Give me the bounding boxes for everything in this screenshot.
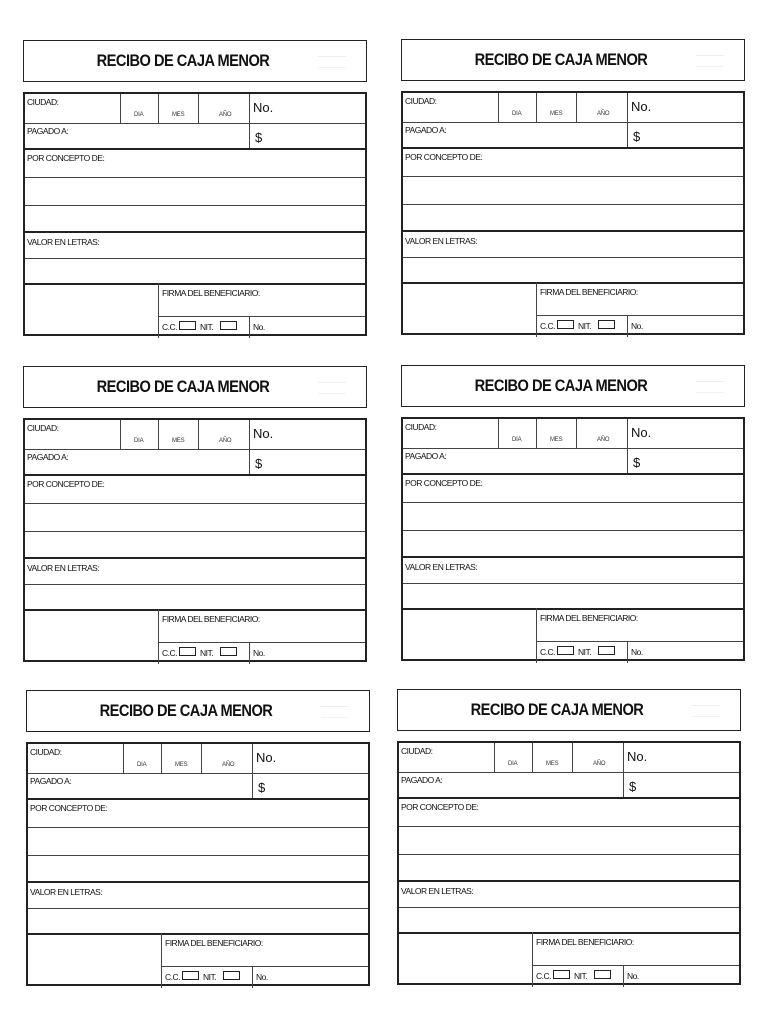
receipt-title: RECIBO DE CAJA MENOR: [96, 377, 270, 396]
cc-checkbox[interactable]: [557, 646, 574, 655]
row-divider: [25, 503, 365, 504]
col-divider: [249, 642, 250, 664]
petty-cash-receipt: [26, 690, 370, 986]
receipt-title-box: [401, 39, 745, 81]
col-divider: [158, 420, 159, 449]
row-divider: [399, 907, 739, 908]
receipt-title: RECIBO DE CAJA MENOR: [96, 51, 270, 70]
row-divider: [161, 966, 368, 967]
faint-watermark: [321, 706, 349, 718]
valor-label: VALOR EN LETRAS:: [27, 237, 100, 247]
receipt-title: RECIBO DE CAJA MENOR: [474, 376, 648, 395]
nit-checkbox[interactable]: [598, 320, 615, 329]
pagado-label: PAGADO A:: [405, 451, 447, 461]
valor-label: VALOR EN LETRAS:: [30, 887, 103, 897]
dia-label: DIA: [134, 438, 144, 444]
dia-label: DIA: [508, 761, 518, 767]
nit-label: NIT.: [578, 647, 592, 657]
col-divider: [627, 419, 628, 473]
col-divider: [252, 744, 253, 798]
faint-watermark: [696, 55, 724, 67]
row-divider-thick: [403, 556, 743, 558]
nit-label: NIT.: [200, 322, 214, 332]
col-divider: [198, 94, 199, 123]
col-divider: [252, 966, 253, 988]
col-divider: [536, 608, 537, 663]
receipt-number-label: No.: [253, 426, 274, 441]
valor-label: VALOR EN LETRAS:: [27, 563, 100, 573]
receipt-title: RECIBO DE CAJA MENOR: [470, 700, 644, 719]
ciudad-label: CIUDAD:: [405, 422, 437, 432]
receipt-title: RECIBO DE CAJA MENOR: [99, 701, 273, 720]
row-divider-thick: [403, 282, 743, 284]
ano-label: AÑO: [593, 761, 606, 767]
receipt-form: [23, 418, 367, 662]
valor-label: VALOR EN LETRAS:: [401, 886, 474, 896]
firma-label: FIRMA DEL BENEFICIARIO:: [536, 937, 634, 947]
row-divider: [399, 772, 739, 773]
col-divider: [249, 94, 250, 148]
row-divider: [28, 773, 368, 774]
row-divider-thick: [25, 557, 365, 559]
petty-cash-receipt: [401, 39, 745, 335]
row-divider: [403, 176, 743, 177]
row-divider-thick: [25, 148, 365, 150]
row-divider: [158, 316, 365, 317]
col-divider: [494, 743, 495, 772]
col-divider: [532, 932, 533, 987]
bottom-number-label: No.: [627, 971, 639, 981]
ciudad-label: CIUDAD:: [401, 746, 433, 756]
concepto-label: POR CONCEPTO DE:: [27, 479, 105, 489]
cc-label: C.C.: [540, 321, 555, 331]
receipt-title-box: [23, 40, 367, 82]
row-divider: [403, 204, 743, 205]
row-divider: [536, 315, 743, 316]
row-divider: [25, 258, 365, 259]
row-divider-thick: [28, 881, 368, 883]
dia-label: DIA: [512, 437, 522, 443]
row-divider: [28, 908, 368, 909]
row-divider: [403, 583, 743, 584]
ciudad-label: CIUDAD:: [27, 423, 59, 433]
row-divider: [403, 122, 743, 123]
nit-checkbox[interactable]: [598, 646, 615, 655]
ciudad-label: CIUDAD:: [27, 97, 59, 107]
row-divider: [399, 854, 739, 855]
currency-symbol: $: [633, 129, 641, 144]
col-divider: [576, 419, 577, 448]
col-divider: [158, 609, 159, 664]
dia-label: DIA: [134, 112, 144, 118]
ciudad-label: CIUDAD:: [405, 96, 437, 106]
receipt-title-box: [397, 689, 741, 731]
faint-watermark: [696, 381, 724, 393]
petty-cash-receipt: [397, 689, 741, 985]
receipt-title-box: [401, 365, 745, 407]
row-divider: [403, 502, 743, 503]
row-divider: [403, 530, 743, 531]
ano-label: AÑO: [597, 437, 610, 443]
dia-label: DIA: [137, 762, 147, 768]
col-divider: [161, 933, 162, 988]
row-divider: [25, 177, 365, 178]
ano-label: AÑO: [222, 762, 235, 768]
col-divider: [249, 420, 250, 474]
valor-label: VALOR EN LETRAS:: [405, 562, 478, 572]
receipt-form: [397, 741, 741, 985]
firma-label: FIRMA DEL BENEFICIARIO:: [165, 938, 263, 948]
col-divider: [123, 744, 124, 773]
cc-label: C.C.: [165, 972, 180, 982]
row-divider: [28, 855, 368, 856]
ano-label: AÑO: [219, 112, 232, 118]
receipt-form: [23, 92, 367, 336]
row-divider: [399, 826, 739, 827]
col-divider: [623, 743, 624, 797]
row-divider-thick: [403, 608, 743, 610]
nit-label: NIT.: [200, 648, 214, 658]
ano-label: AÑO: [219, 438, 232, 444]
mes-label: MES: [546, 761, 559, 767]
faint-watermark: [318, 382, 346, 394]
row-divider-thick: [25, 231, 365, 233]
pagado-label: PAGADO A:: [27, 126, 69, 136]
col-divider: [536, 282, 537, 337]
col-divider: [627, 93, 628, 147]
row-divider: [158, 642, 365, 643]
row-divider-thick: [25, 283, 365, 285]
receipt-number-label: No.: [631, 425, 652, 440]
row-divider-thick: [403, 147, 743, 149]
ciudad-label: CIUDAD:: [30, 747, 62, 757]
receipt-title: RECIBO DE CAJA MENOR: [474, 50, 648, 69]
row-divider: [25, 123, 365, 124]
petty-cash-receipt: [23, 40, 367, 336]
col-divider: [532, 743, 533, 772]
firma-label: FIRMA DEL BENEFICIARIO:: [540, 287, 638, 297]
col-divider: [198, 420, 199, 449]
row-divider: [403, 257, 743, 258]
row-divider-thick: [25, 609, 365, 611]
petty-cash-receipt: [401, 365, 745, 661]
col-divider: [201, 744, 202, 773]
row-divider: [25, 531, 365, 532]
row-divider: [532, 965, 739, 966]
receipt-number-label: No.: [631, 99, 652, 114]
cc-checkbox[interactable]: [553, 970, 570, 979]
row-divider-thick: [403, 230, 743, 232]
faint-watermark: [318, 56, 346, 68]
currency-symbol: $: [255, 130, 263, 145]
concepto-label: POR CONCEPTO DE:: [405, 478, 483, 488]
nit-label: NIT.: [574, 971, 588, 981]
row-divider-thick: [28, 933, 368, 935]
bottom-number-label: No.: [253, 648, 265, 658]
row-divider: [25, 205, 365, 206]
col-divider: [161, 744, 162, 773]
concepto-label: POR CONCEPTO DE:: [401, 802, 479, 812]
cc-checkbox[interactable]: [557, 320, 574, 329]
row-divider-thick: [399, 932, 739, 934]
petty-cash-receipt: [23, 366, 367, 662]
row-divider: [28, 827, 368, 828]
col-divider: [572, 743, 573, 772]
currency-symbol: $: [629, 779, 637, 794]
cc-checkbox[interactable]: [179, 321, 196, 330]
col-divider: [576, 93, 577, 122]
pagado-label: PAGADO A:: [405, 125, 447, 135]
bottom-number-label: No.: [631, 321, 643, 331]
col-divider: [498, 419, 499, 448]
firma-label: FIRMA DEL BENEFICIARIO:: [162, 288, 260, 298]
bottom-number-label: No.: [253, 322, 265, 332]
cc-label: C.C.: [162, 322, 177, 332]
receipt-number-label: No.: [253, 100, 274, 115]
firma-label: FIRMA DEL BENEFICIARIO:: [540, 613, 638, 623]
col-divider: [536, 419, 537, 448]
col-divider: [498, 93, 499, 122]
mes-label: MES: [175, 762, 188, 768]
nit-checkbox[interactable]: [220, 321, 237, 330]
concepto-label: POR CONCEPTO DE:: [405, 152, 483, 162]
col-divider: [536, 93, 537, 122]
mes-label: MES: [172, 438, 185, 444]
concepto-label: POR CONCEPTO DE:: [27, 153, 105, 163]
concepto-label: POR CONCEPTO DE:: [30, 803, 108, 813]
nit-checkbox[interactable]: [220, 647, 237, 656]
firma-label: FIRMA DEL BENEFICIARIO:: [162, 614, 260, 624]
receipt-form: [26, 742, 370, 986]
row-divider: [25, 584, 365, 585]
col-divider: [623, 965, 624, 987]
col-divider: [627, 641, 628, 663]
mes-label: MES: [550, 111, 563, 117]
faint-watermark: [692, 705, 720, 717]
row-divider: [25, 449, 365, 450]
currency-symbol: $: [255, 456, 263, 471]
row-divider: [536, 641, 743, 642]
row-divider-thick: [403, 473, 743, 475]
bottom-number-label: No.: [631, 647, 643, 657]
pagado-label: PAGADO A:: [30, 776, 72, 786]
row-divider-thick: [399, 797, 739, 799]
mes-label: MES: [550, 437, 563, 443]
cc-label: C.C.: [536, 971, 551, 981]
ano-label: AÑO: [597, 111, 610, 117]
col-divider: [158, 94, 159, 123]
cc-label: C.C.: [540, 647, 555, 657]
nit-label: NIT.: [203, 972, 217, 982]
cc-checkbox[interactable]: [179, 647, 196, 656]
nit-checkbox[interactable]: [594, 970, 611, 979]
col-divider: [120, 420, 121, 449]
receipt-form: [401, 417, 745, 661]
currency-symbol: $: [633, 455, 641, 470]
nit-checkbox[interactable]: [223, 971, 240, 980]
receipt-title-box: [23, 366, 367, 408]
pagado-label: PAGADO A:: [27, 452, 69, 462]
receipt-number-label: No.: [256, 750, 277, 765]
col-divider: [249, 316, 250, 338]
pagado-label: PAGADO A:: [401, 775, 443, 785]
cc-label: C.C.: [162, 648, 177, 658]
row-divider-thick: [399, 880, 739, 882]
valor-label: VALOR EN LETRAS:: [405, 236, 478, 246]
col-divider: [627, 315, 628, 337]
nit-label: NIT.: [578, 321, 592, 331]
bottom-number-label: No.: [256, 972, 268, 982]
currency-symbol: $: [258, 780, 266, 795]
row-divider-thick: [28, 798, 368, 800]
col-divider: [158, 283, 159, 338]
row-divider: [403, 448, 743, 449]
row-divider-thick: [25, 474, 365, 476]
col-divider: [120, 94, 121, 123]
mes-label: MES: [172, 112, 185, 118]
receipt-number-label: No.: [627, 749, 648, 764]
cc-checkbox[interactable]: [182, 971, 199, 980]
dia-label: DIA: [512, 111, 522, 117]
receipt-form: [401, 91, 745, 335]
receipt-title-box: [26, 690, 370, 732]
